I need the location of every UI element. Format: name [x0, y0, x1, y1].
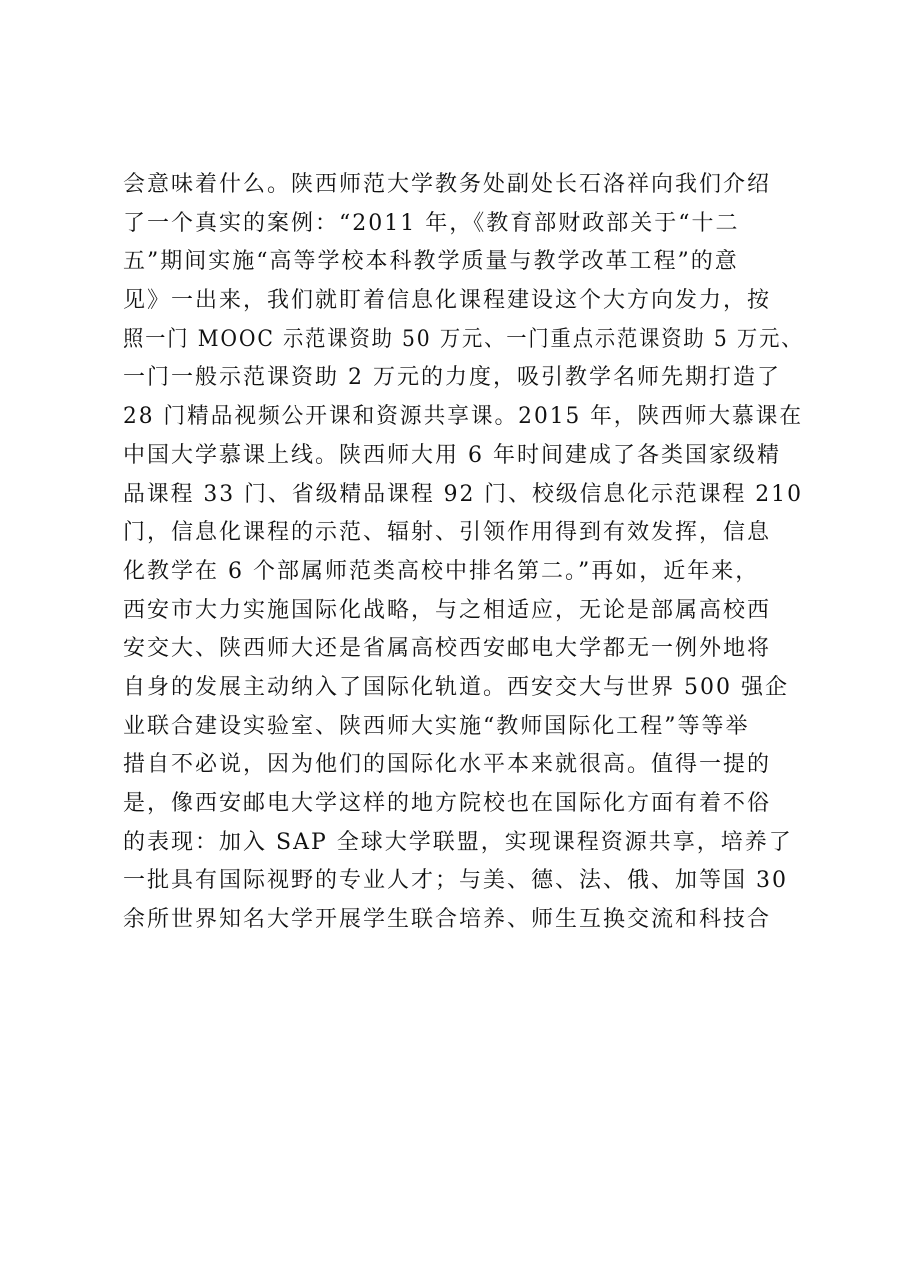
- text-line: 是，像西安邮电大学这样的地方院校也在国际化方面有着不俗: [123, 791, 772, 816]
- text-line: 五”期间实施“高等学校本科教学质量与教学改革工程”的意: [123, 249, 739, 275]
- text-line: 品课程 33 门、省级精品课程 92 门、校级信息化示范课程 210: [123, 481, 803, 507]
- text-line: 西安市大力实施国际化战略，与之相适应，无论是部属高校西: [123, 597, 772, 623]
- text-line: 一门一般示范课资助 2 万元的力度，吸引教学名师先期打造了: [123, 365, 781, 391]
- text-line: 中国大学慕课上线。陕西师大用 6 年时间建成了各类国家级精: [123, 442, 781, 468]
- text-line: 一批具有国际视野的专业人才；与美、德、法、俄、加等国 30: [123, 868, 788, 894]
- text-line: 28 门精品视频公开课和资源共享课。2015 年，陕西师大慕课在: [123, 404, 803, 430]
- text-line: 照一门 MOOC 示范课资助 50 万元、一门重点示范课资助 5 万元、: [123, 326, 804, 352]
- text-line: 化教学在 6 个部属师范类高校中排名第二。”再如，近年来，: [123, 558, 760, 584]
- text-line: 业联合建设实验室、陕西师大实施“教师国际化工程”等等举: [123, 713, 750, 739]
- text-line: 会意味着什么。陕西师范大学教务处副处长石洛祥向我们介绍: [123, 172, 772, 197]
- text-line: 自身的发展主动纳入了国际化轨道。西安交大与世界 500 强企: [123, 674, 789, 700]
- text-line: 措自不必说，因为他们的国际化水平本来就很高。值得一提的: [123, 752, 772, 778]
- body-paragraph: [123, 166, 803, 940]
- text-line: 门，信息化课程的示范、辐射、引领作用得到有效发挥，信息: [123, 520, 772, 546]
- text-line: 了一个真实的案例：“2011 年，《教育部财政部关于“十二: [123, 210, 740, 236]
- text-line: 的表现：加入 SAP 全球大学联盟，实现课程资源共享，培养了: [123, 829, 793, 855]
- text-line: 见》一出来，我们就盯着信息化课程建设这个大方向发力，按: [123, 288, 772, 314]
- text-line: 余所世界知名大学开展学生联合培养、师生互换交流和科技合: [123, 907, 772, 933]
- text-line: 安交大、陕西师大还是省属高校西安邮电大学都无一例外地将: [123, 636, 772, 662]
